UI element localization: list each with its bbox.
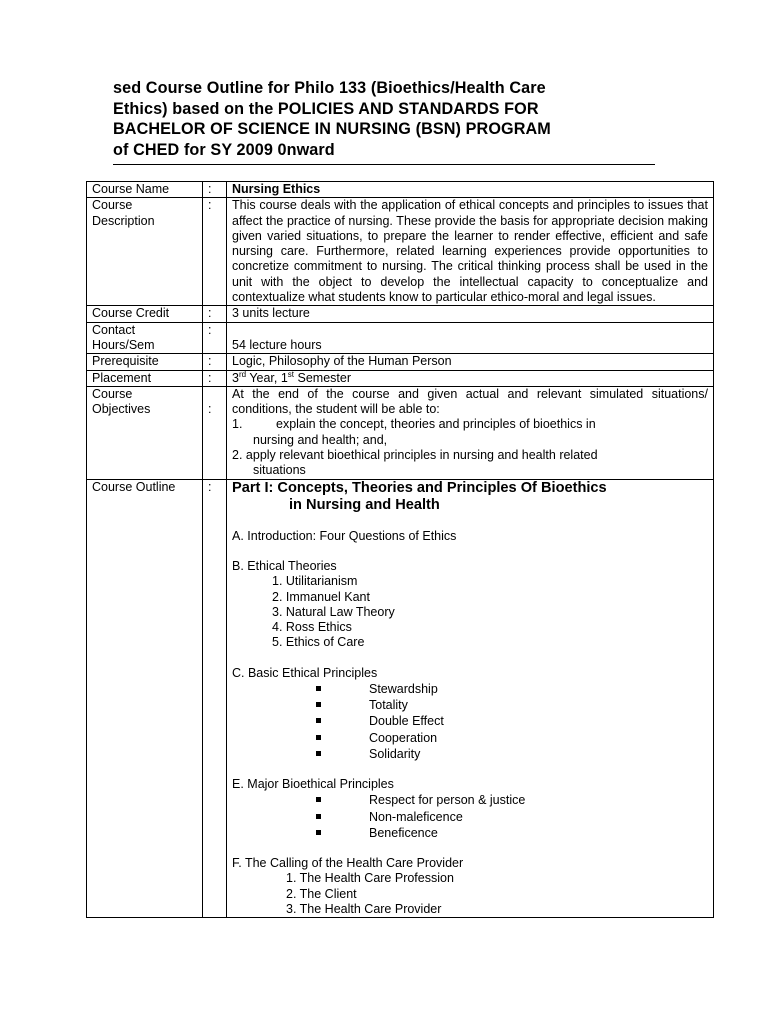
objective-first-line: [232, 417, 708, 432]
basic-principles-list: [232, 681, 708, 762]
row-contact-hours: [87, 322, 714, 354]
list-item-text: Totality: [369, 698, 408, 713]
title-underline: [113, 164, 655, 165]
list-item: [232, 730, 708, 746]
colon: :: [203, 182, 227, 198]
objectives-list: [232, 417, 708, 478]
prerequisite-label: Prerequisite: [87, 354, 203, 370]
section-e: [232, 777, 708, 841]
course-name-label: Course Name: [87, 182, 203, 198]
list-item-text: Beneficence: [369, 825, 438, 840]
placement-label: Placement: [87, 370, 203, 386]
row-course-name: [87, 182, 714, 198]
list-item: 5. Ethics of Care: [272, 635, 365, 650]
major-principles-list: [232, 792, 708, 841]
course-objectives-label-line2: Objectives: [92, 402, 151, 417]
colon: :: [208, 401, 212, 416]
list-item: 2. The Client: [286, 886, 357, 901]
contact-hours-value: 54 lecture hours: [232, 337, 322, 352]
list-item-text: Non-maleficence: [369, 809, 463, 824]
section-c: [232, 666, 708, 762]
course-outline-table: [86, 181, 714, 918]
bullet-icon: [316, 718, 321, 723]
objective-number: 2.: [232, 448, 243, 463]
list-item-text: Respect for person & justice: [369, 793, 526, 808]
row-prerequisite: [87, 354, 714, 370]
list-item: [232, 713, 708, 729]
contact-hours-label-line1: Contact: [92, 322, 136, 337]
placement-year-text: Year,: [246, 370, 281, 385]
course-objectives-label: [87, 386, 203, 479]
course-description-label: Course Description: [87, 198, 203, 306]
colon: :: [203, 479, 227, 917]
row-course-objectives: [87, 386, 714, 479]
row-course-credit: [87, 306, 714, 322]
course-objectives-value: [227, 386, 714, 479]
objective-continuation: nursing and health; and,: [253, 432, 388, 447]
list-item: [232, 681, 708, 697]
row-course-outline: [87, 479, 714, 917]
objective-text: apply relevant bioethical principles in nursing and health related: [245, 448, 598, 463]
ethical-theories-list: [232, 574, 708, 650]
course-credit-label: Course Credit: [87, 306, 203, 322]
bullet-icon: [316, 830, 321, 835]
row-course-description: [87, 198, 714, 306]
objective-first-line: [232, 448, 708, 463]
course-credit-value: 3 units lecture: [227, 306, 714, 322]
placement-sem-text: Semester: [294, 370, 351, 385]
section-title: B. Ethical Theories: [232, 558, 337, 573]
contact-hours-value-cell: [227, 322, 714, 354]
colon: :: [203, 322, 227, 354]
bullet-icon: [316, 814, 321, 819]
course-description-value: This course deals with the application of ethical concepts and principles to issues that affect the practice of nursing. These provide the basis for appropriate decision making given varied situations, to prepare the learner to render effective, efficient and safe nursing care. Furthermore, related learning experiences provide opportunities to concretize commitment to nursing. The critical thinking process shall be used in the unit with the object to develop the intellectual capacity to conceptualize and contextualize what students know to particular ethico-moral and legal issues.: [227, 198, 714, 306]
section-title: C. Basic Ethical Principles: [232, 665, 378, 680]
section-a: A. Introduction: Four Questions of Ethics: [232, 528, 457, 543]
title-line: BACHELOR OF SCIENCE IN NURSING (BSN) PROGRAM: [113, 120, 551, 138]
list-item-text: Solidarity: [369, 746, 421, 761]
list-item: 3. The Health Care Provider: [286, 901, 442, 916]
list-item: 4. Ross Ethics: [272, 620, 352, 635]
list-item: [232, 448, 708, 479]
section-b: [232, 559, 708, 651]
course-name-value: Nursing Ethics: [227, 182, 714, 198]
colon: :: [203, 306, 227, 322]
list-item-text: Cooperation: [369, 730, 438, 745]
part-heading-line2: in Nursing and Health: [289, 496, 440, 513]
objective-number: 1.: [232, 417, 243, 432]
placement-value: [227, 370, 714, 386]
objective-continuation: situations: [253, 463, 306, 478]
contact-hours-label-line2: Hours/Sem: [92, 337, 155, 352]
part-heading: [232, 480, 708, 514]
bullet-icon: [316, 797, 321, 802]
list-item: [232, 825, 708, 841]
prerequisite-value: Logic, Philosophy of the Human Person: [227, 354, 714, 370]
placement-year-num: 3: [232, 370, 239, 385]
list-item: [232, 792, 708, 808]
list-item: 1. Utilitarianism: [272, 574, 358, 589]
course-objectives-label-line1: Course: [92, 386, 133, 401]
document-title: [113, 78, 661, 160]
part-heading-line1: Part I: Concepts, Theories and Principles Of Bioethics: [232, 479, 607, 496]
title-line: of CHED for SY 2009 0nward: [113, 140, 335, 159]
colon: :: [203, 370, 227, 386]
calling-list: [232, 871, 708, 917]
section-title: F. The Calling of the Health Care Provider: [232, 855, 464, 870]
list-item: 1. The Health Care Profession: [286, 871, 454, 886]
course-outline-label: Course Outline: [87, 479, 203, 917]
colon: :: [203, 198, 227, 306]
placement-sem-suffix: st: [287, 369, 295, 379]
list-item: [232, 417, 708, 448]
bullet-icon: [316, 686, 321, 691]
section-title: E. Major Bioethical Principles: [232, 777, 394, 792]
list-item-text: Double Effect: [369, 714, 444, 729]
course-outline-value: [227, 479, 714, 917]
title-line: Ethics) based on the POLICIES AND STANDARDS FOR: [113, 99, 539, 118]
list-item: [232, 746, 708, 762]
objective-text: explain the concept, theories and principles of bioethics in: [276, 417, 596, 432]
section-f: [232, 856, 708, 917]
bullet-icon: [316, 735, 321, 740]
bullet-icon: [316, 702, 321, 707]
list-item: [232, 809, 708, 825]
placement-sem-num: 1: [280, 370, 288, 385]
contact-hours-label: [87, 322, 203, 354]
title-line: sed Course Outline for Philo 133 (Bioethics/Health Care: [113, 79, 546, 97]
list-item: 2. Immanuel Kant: [272, 589, 370, 604]
list-item: [232, 697, 708, 713]
colon: :: [203, 354, 227, 370]
colon-cell: [203, 386, 227, 479]
placement-year-suffix: rd: [238, 369, 247, 379]
row-placement: [87, 370, 714, 386]
bullet-icon: [316, 751, 321, 756]
objectives-intro: At the end of the course and given actual and relevant simulated situations/ conditions, the student will be able to:: [232, 386, 708, 417]
list-item: 3. Natural Law Theory: [272, 604, 395, 619]
list-item-text: Stewardship: [369, 682, 438, 697]
